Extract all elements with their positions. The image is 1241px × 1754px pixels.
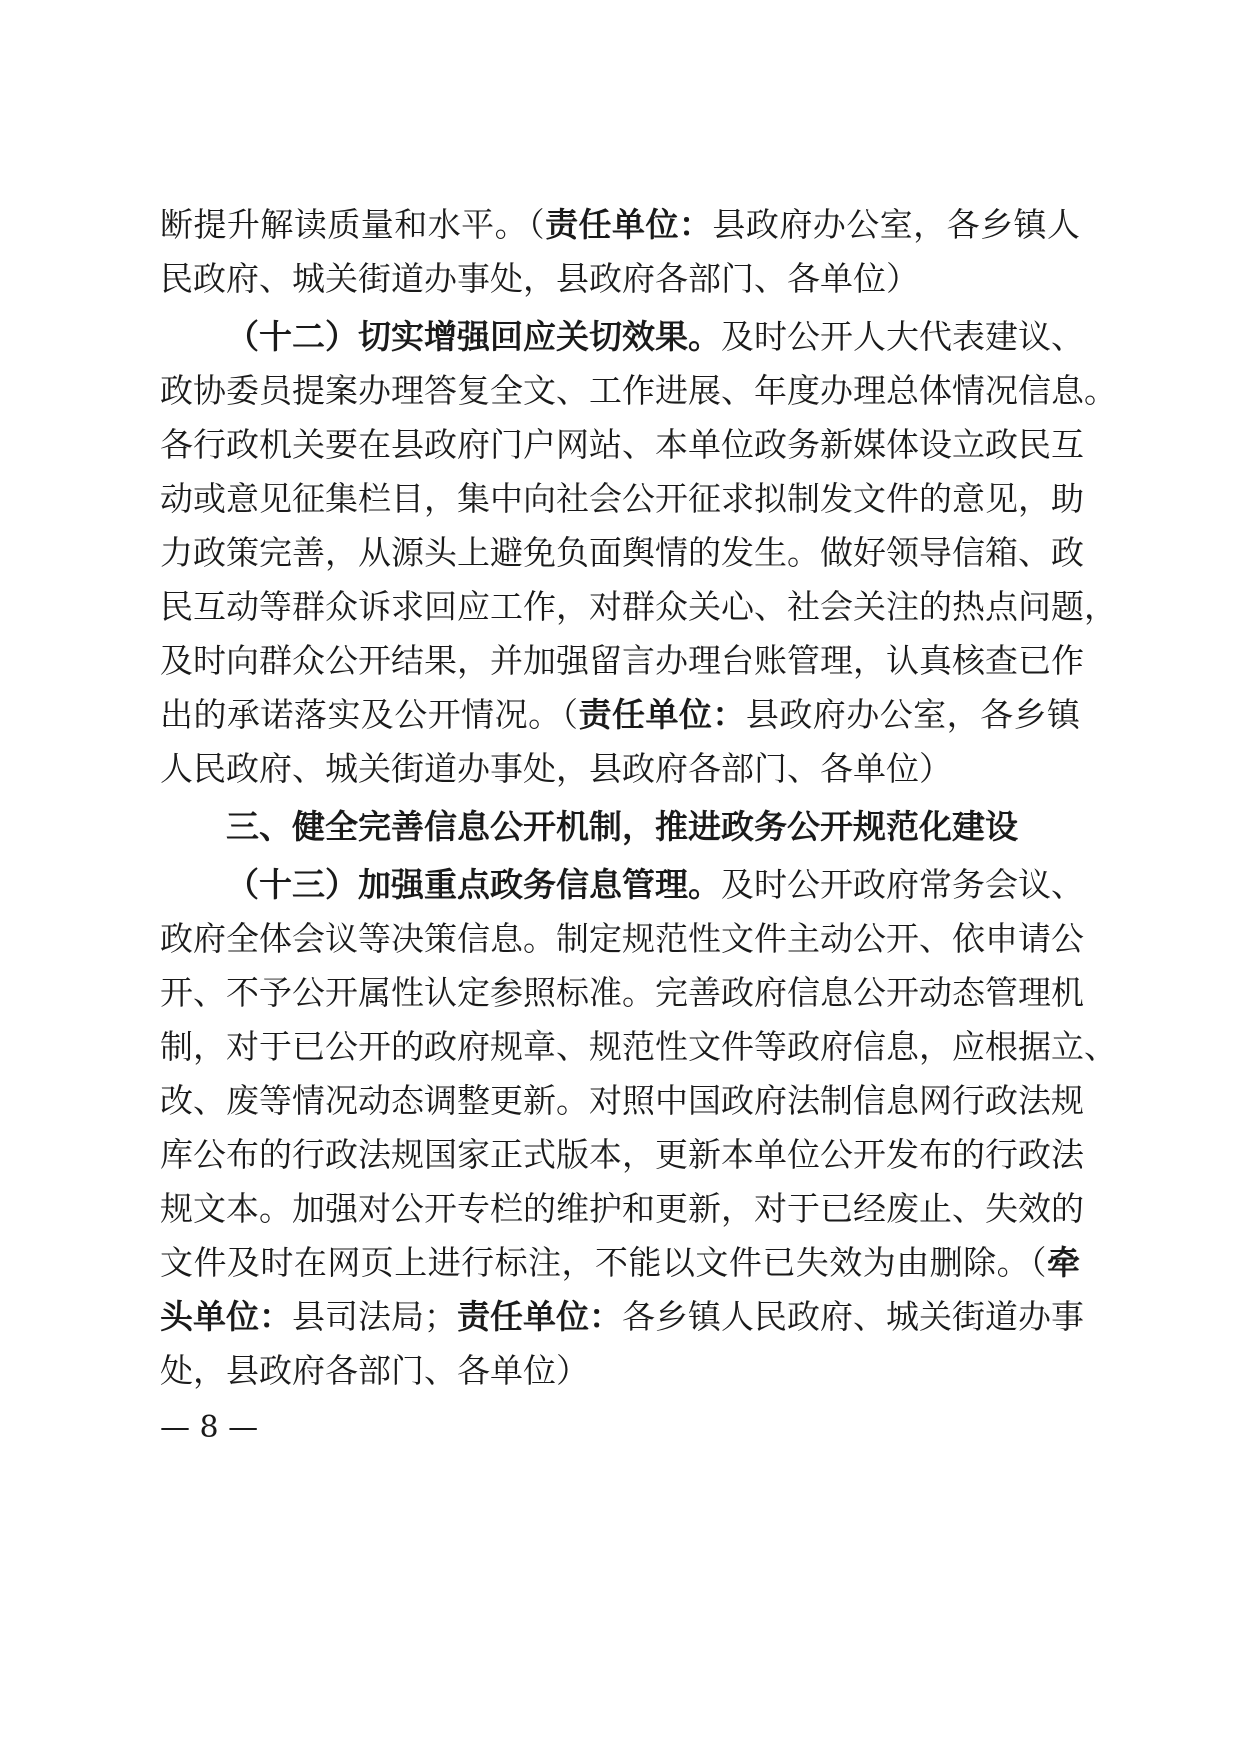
para3-line6: 库公布的行政法规国家正式版本，更新本单位公开发布的行政法 — [160, 1135, 1084, 1174]
para2-line1-rest: 及时公开人大代表建议、 — [721, 317, 1084, 356]
para3-line9 — [160, 1290, 1084, 1344]
para3-title: （十三）加强重点政务信息管理。 — [226, 865, 721, 904]
para2-line1 — [226, 310, 1084, 364]
responsible-unit-label: 责任单位： — [457, 1297, 622, 1336]
para2-line6: 民互动等群众诉求回应工作，对群众关心、社会关注的热点问题， — [160, 587, 1117, 626]
para1-line1 — [160, 198, 1080, 252]
para3-line8-text: 文件及时在网页上进行标注，不能以文件已失效为由删除。（ — [160, 1243, 1047, 1282]
para3-line3: 开、不予公开属性认定参照标准。完善政府信息公开动态管理机 — [160, 973, 1084, 1012]
para3-line1 — [226, 858, 1084, 912]
para3-line9-units: 各乡镇人民政府、城关街道办事 — [622, 1297, 1084, 1336]
para2-line8-text: 出的承诺落实及公开情况。（ — [160, 695, 579, 734]
para3-line8 — [160, 1236, 1080, 1290]
para2-title: （十二）切实增强回应关切效果。 — [226, 317, 721, 356]
para2-line5: 力政策完善，从源头上避免负面舆情的发生。做好领导信箱、政 — [160, 533, 1084, 572]
para2-line2: 政协委员提案办理答复全文、工作进展、年度办理总体情况信息。 — [160, 371, 1117, 410]
lead-unit: 县司法局； — [292, 1297, 457, 1336]
lead-unit-label-end: 头单位： — [160, 1297, 292, 1336]
responsible-unit-label: 责任单位： — [545, 205, 713, 244]
lead-unit-label-start: 牵 — [1047, 1243, 1080, 1282]
responsible-unit-label: 责任单位： — [578, 695, 746, 734]
para2-line8 — [160, 688, 1080, 742]
para2-line7: 及时向群众公开结果，并加强留言办理台账管理，认真核查已作 — [160, 641, 1084, 680]
para1-line1-units: 县政府办公室，各乡镇人 — [712, 205, 1081, 244]
para1-line1-text: 断提升解读质量和水平。（ — [160, 205, 546, 244]
section-heading: 三、健全完善信息公开机制，推进政务公开规范化建设 — [226, 807, 1018, 846]
para3-line2: 政府全体会议等决策信息。制定规范性文件主动公开、依申请公 — [160, 919, 1084, 958]
para2-line8-units: 县政府办公室，各乡镇 — [745, 695, 1081, 734]
page-number: — 8 — — [160, 1410, 259, 1445]
para2-line3: 各行政机关要在县政府门户网站、本单位政务新媒体设立政民互 — [160, 425, 1084, 464]
para3-line7: 规文本。加强对公开专栏的维护和更新，对于已经废止、失效的 — [160, 1189, 1084, 1228]
para3-line1-rest: 及时公开政府常务会议、 — [721, 865, 1084, 904]
para2-line9: 人民政府、城关街道办事处，县政府各部门、各单位） — [160, 749, 952, 788]
para1-line2: 民政府、城关街道办事处，县政府各部门、各单位） — [160, 259, 919, 298]
para2-line4: 动或意见征集栏目，集中向社会公开征求拟制发文件的意见，助 — [160, 479, 1084, 518]
para3-line10: 处，县政府各部门、各单位） — [160, 1351, 589, 1390]
para3-line4: 制，对于已公开的政府规章、规范性文件等政府信息，应根据立、 — [160, 1027, 1117, 1066]
para3-line5: 改、废等情况动态调整更新。对照中国政府法制信息网行政法规 — [160, 1081, 1084, 1120]
